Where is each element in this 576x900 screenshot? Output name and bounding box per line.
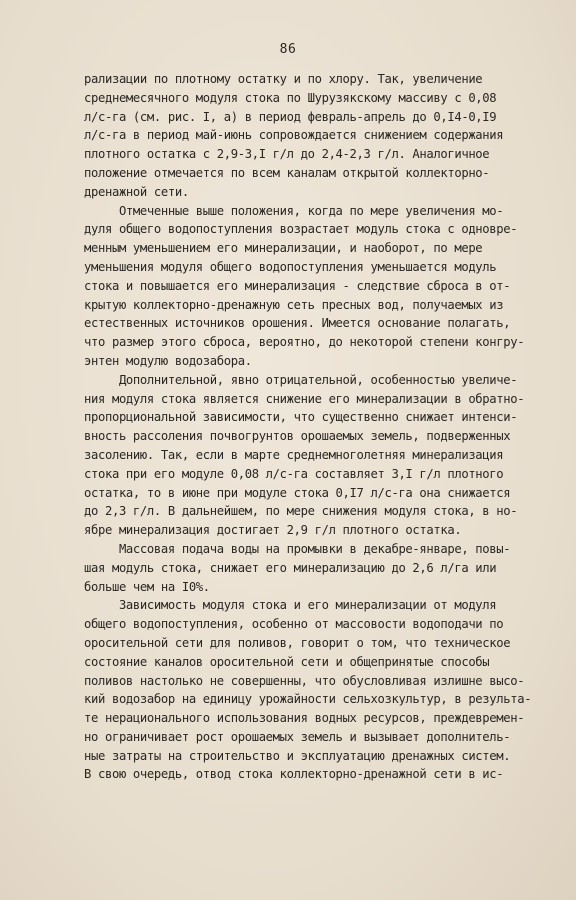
text-line: рализации по плотному остатку и по хлору. Так, увеличение: [84, 72, 483, 86]
text-line: Массовая подача воды на промывки в декабре-январе, повы-: [84, 541, 511, 556]
text-line: положение отмечается по всем каналам открытой коллекторно-: [84, 165, 490, 180]
body-text: [84, 70, 554, 784]
text-line: Отмеченные выше положения, когда по мере увеличения мо-: [84, 203, 504, 218]
text-line: менным уменьшением его минерализации, и наоборот, по мере: [84, 241, 483, 256]
text-line: плотного остатка с 2,9-3,I г/л до 2,4-2,3 г/л. Аналогичное: [84, 147, 490, 162]
text-line: общего водопоступления, особенно от массовости водоподачи по: [84, 617, 504, 632]
text-line: засолению. Так, если в марте среднемноголетняя минерализация: [84, 447, 504, 462]
text-line: что размер этого сброса, вероятно, до некоторой степени конгру-: [84, 335, 525, 350]
text-line: те нерационального использования водных ресурсов, преждевремен-: [84, 711, 525, 726]
text-line: ния модуля стока является снижение его минерализации в обратно-: [84, 391, 525, 406]
text-line: естественных источников орошения. Имеется основание полагать,: [84, 316, 511, 331]
text-line: л/с-га в период май-июнь сопровождается снижением содержания: [84, 128, 504, 143]
text-line: В свою очередь, отвод стока коллекторно-дренажной сети в ис-: [84, 767, 504, 782]
text-line: дренажной сети.: [84, 184, 189, 199]
text-line: л/с-га (см. рис. I, а) в период февраль-апрель до 0,I4-0,I9: [84, 109, 497, 124]
text-line: ные затраты на строительство и эксплуатацию дренажных систем.: [84, 748, 511, 763]
text-line: стока при его модуле 0,08 л/с-га составляет 3,I г/л плотного: [84, 466, 504, 481]
text-line: вность рассоления почвогрунтов орошаемых земель, подверженных: [84, 429, 511, 444]
text-line: до 2,3 г/л. В дальнейшем, по мере снижения модуля стока, в но-: [84, 504, 518, 519]
text-line: уменьшения модуля общего водопоступления уменьшается модуль: [84, 259, 497, 274]
text-line: остатка, то в июне при модуле стока 0,I7 л/с-га она снижается: [84, 485, 511, 500]
text-line: шая модуль стока, снижает его минерализацию до 2,6 л/га или: [84, 560, 497, 575]
text-line: дуля общего водопоступления возрастает модуль стока с одновре-: [84, 222, 518, 237]
text-line: Зависимость модуля стока и его минерализации от модуля: [84, 598, 497, 613]
text-line: стока и повышается его минерализация - следствие сброса в от-: [84, 278, 511, 293]
text-line: поливов настолько не совершенны, что обусловливая излишне высо-: [84, 673, 525, 688]
text-line: крытую коллекторно-дренажную сеть пресных вод, получаемых из: [84, 297, 504, 312]
text-line: оросительной сети для поливов, говорит о том, что техническое: [84, 635, 511, 650]
text-line: но ограничивает рост орошаемых земель и вызывает дополнитель-: [84, 729, 511, 744]
text-line: среднемесячного модуля стока по Шурузякскому массиву с 0,08: [84, 90, 497, 105]
text-line: пропорциональной зависимости, что существенно снижает интенси-: [84, 410, 518, 425]
text-line: ябре минерализация достигает 2,9 г/л плотного остатка.: [84, 523, 462, 538]
page-number: 86: [279, 42, 297, 57]
text-line: кий водозабор на единицу урожайности сельхозкультур, в результа-: [84, 692, 532, 707]
text-line: больше чем на I0%.: [84, 579, 210, 594]
text-line: состояние каналов оросительной сети и общепринятые способы: [84, 654, 490, 669]
text-line: Дополнительной, явно отрицательной, особенностью увеличе-: [84, 372, 518, 387]
text-line: энтен модулю водозабора.: [84, 353, 252, 368]
